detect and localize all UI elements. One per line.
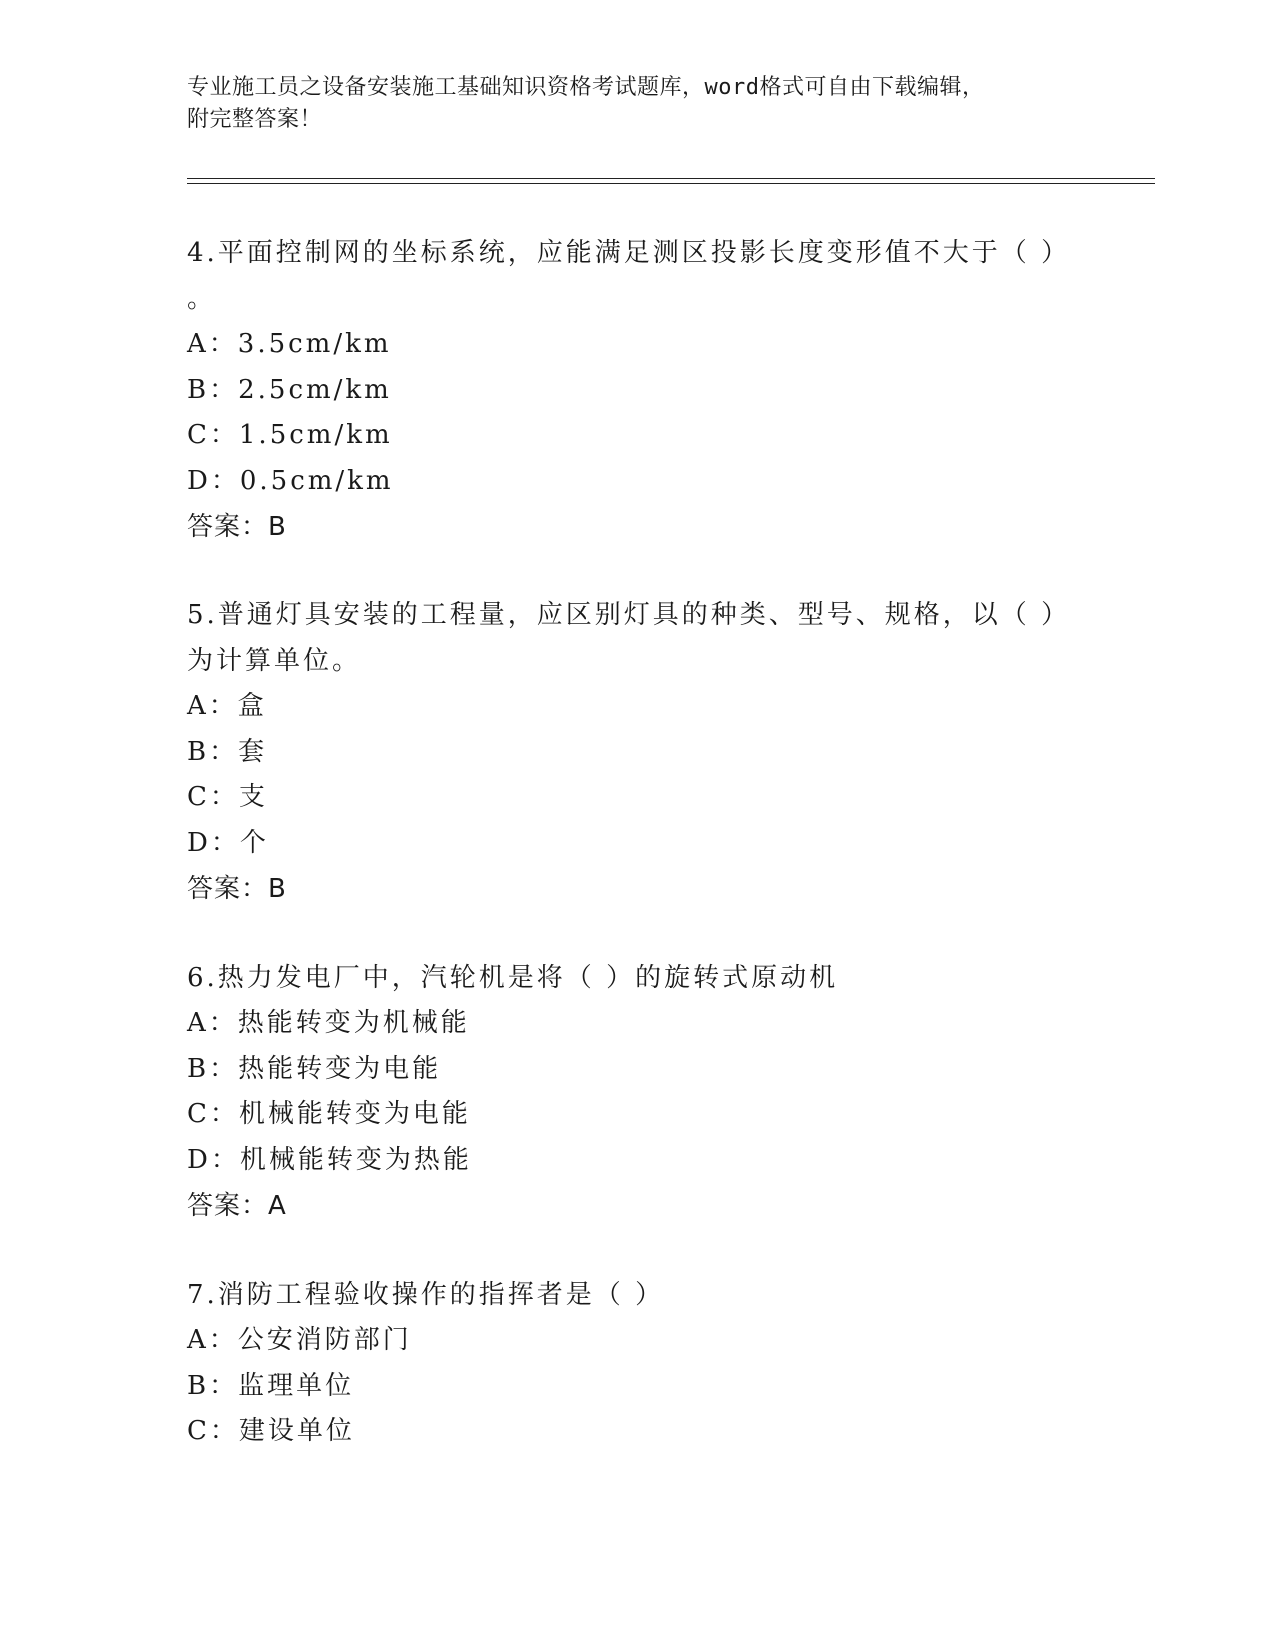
header-divider-top [187,178,1155,179]
question-stem: 5.普通灯具安装的工程量，应区别灯具的种类、型号、规格，以（ ） [187,600,1071,630]
question-stem: 6.热力发电厂中，汽轮机是将（ ）的旋转式原动机 [187,963,839,993]
option-b: B：热能转变为电能 [187,1053,442,1084]
document-header [187,72,1067,136]
answer-line: 答案：B [187,512,287,542]
answer-line: 答案：A [187,1191,287,1221]
header-divider-bottom [187,183,1155,184]
header-line-1: 专业施工员之设备安装施工基础知识资格考试题库，word格式可自由下载编辑， [187,75,985,100]
option-b: B：2.5cm/km [187,374,392,405]
question-6 [187,955,1067,1229]
option-d: D：个 [187,827,269,858]
option-c: C：机械能转变为电能 [187,1099,471,1129]
option-a: A：公安消防部门 [187,1325,412,1355]
question-stem-continued: 。 [187,284,217,314]
option-d: D：0.5cm/km [187,465,394,496]
question-stem: 4.平面控制网的坐标系统，应能满足测区投影长度变形值不大于（ ） [187,238,1071,268]
answer-line: 答案：B [187,874,287,904]
question-4 [187,230,1071,550]
option-a: A：3.5cm/km [187,329,392,359]
option-b: B：套 [187,736,268,767]
option-d: D：机械能转变为热能 [187,1144,472,1175]
option-c: C：建设单位 [187,1416,355,1446]
question-stem: 7.消防工程验收操作的指挥者是（ ） [187,1280,665,1310]
option-c: C：支 [187,782,268,812]
header-line-2: 附完整答案！ [187,107,323,132]
option-b: B：监理单位 [187,1370,355,1401]
question-stem-continued: 为计算单位。 [187,646,362,676]
option-c: C：1.5cm/km [187,420,393,450]
question-5 [187,592,1071,912]
question-7 [187,1272,1067,1455]
option-a: A：热能转变为机械能 [187,1008,470,1038]
option-a: A：盒 [187,691,267,721]
